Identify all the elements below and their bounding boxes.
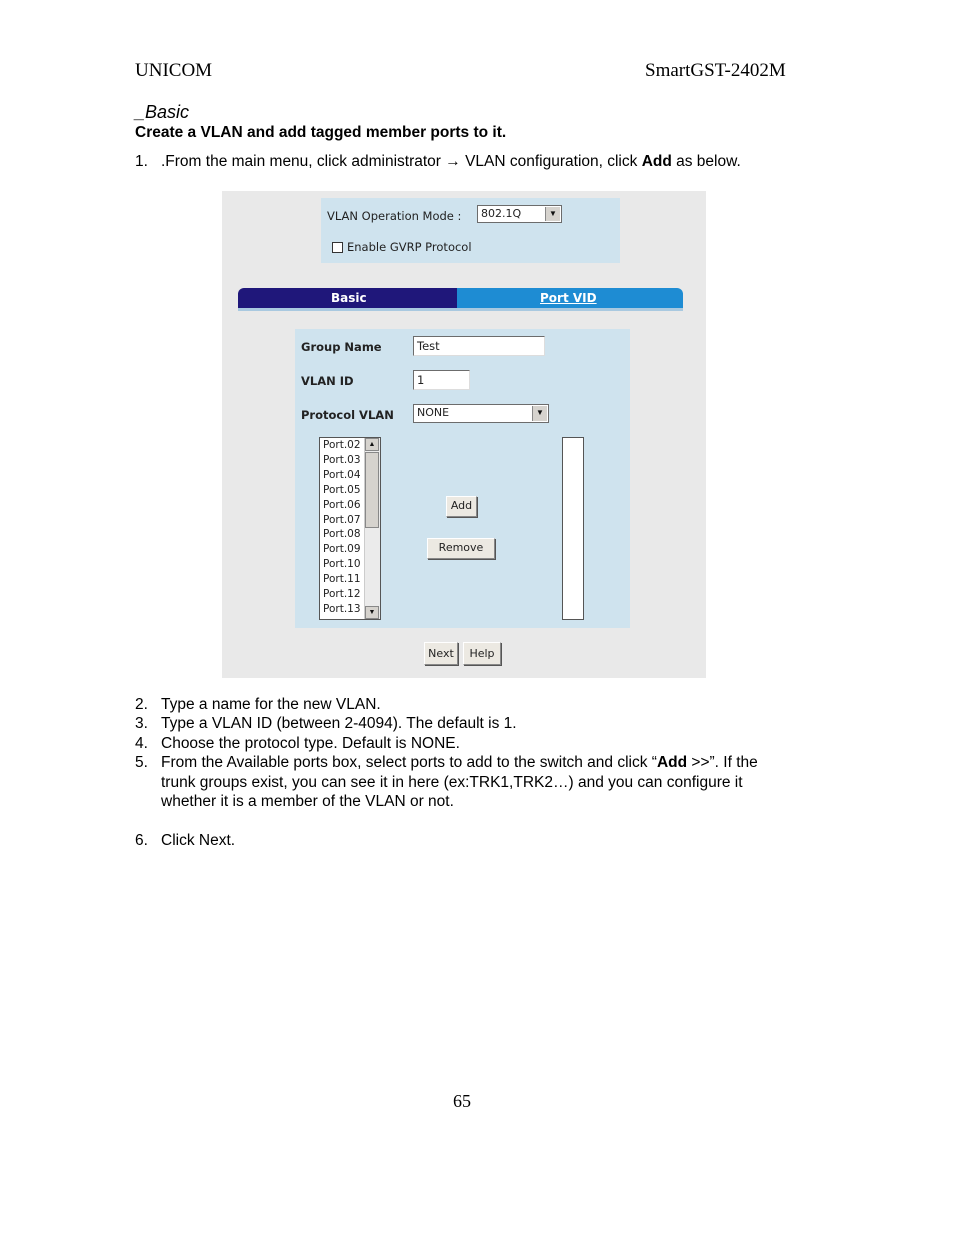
arrow-icon: → <box>445 153 461 170</box>
vlan-id-label: VLAN ID <box>301 374 354 388</box>
port-list-item[interactable]: Port.07 <box>323 513 361 526</box>
vlan-mode-select[interactable] <box>477 205 562 223</box>
next-button[interactable]: Next <box>424 642 458 665</box>
remove-button[interactable]: Remove <box>427 538 495 559</box>
step-bold-word: Add <box>656 754 688 771</box>
port-list-item[interactable]: Port.11 <box>323 573 361 586</box>
member-ports-list[interactable] <box>562 437 584 620</box>
step-5 <box>135 753 795 813</box>
tab-underline <box>238 308 683 311</box>
port-list-item[interactable]: Port.13 <box>323 602 361 615</box>
step-text-part: >>”. If the trunk groups exist, you can see it in here (ex:TRK1,TRK2…) and you can configure it whether it is a member of the VLAN or not. <box>161 754 758 810</box>
step-number: 2. <box>135 696 148 713</box>
step-text: Type a VLAN ID (between 2-4094). The default is 1. <box>161 715 517 732</box>
header-company: UNICOM <box>135 60 213 81</box>
group-name-label: Group Name <box>301 340 382 354</box>
vlan-id-input[interactable]: 1 <box>413 370 470 390</box>
step-number: 1. <box>135 153 148 170</box>
protocol-vlan-select[interactable] <box>413 404 549 423</box>
vlan-mode-label: VLAN Operation Mode : <box>327 209 462 223</box>
tab-port-vid-label: Port VID <box>540 291 597 305</box>
protocol-vlan-value: NONE <box>417 406 450 419</box>
vlan-config-screenshot <box>222 191 706 678</box>
step-bold-word: Add <box>641 153 672 170</box>
scroll-down-icon[interactable]: ▼ <box>365 606 379 619</box>
port-list-item[interactable]: Port.12 <box>323 588 361 601</box>
port-list-item[interactable]: Port.09 <box>323 543 361 556</box>
tab-port-vid[interactable] <box>457 288 683 310</box>
vlan-mode-value: 802.1Q <box>481 207 522 220</box>
section-title: _Basic <box>135 102 190 122</box>
vlan-mode-panel <box>321 198 620 263</box>
gvrp-label: Enable GVRP Protocol <box>347 240 472 254</box>
port-list-item[interactable]: Port.04 <box>323 468 361 481</box>
step-number: 3. <box>135 715 148 732</box>
protocol-vlan-label: Protocol VLAN <box>301 408 394 422</box>
step-number: 4. <box>135 735 148 752</box>
port-list-item[interactable]: Port.08 <box>323 528 361 541</box>
chevron-down-icon: ▼ <box>532 406 547 421</box>
ports-scrollbar[interactable] <box>364 438 380 619</box>
page-number: 65 <box>453 1091 471 1111</box>
step-text-part: as below. <box>671 153 741 170</box>
scroll-up-icon[interactable]: ▲ <box>365 438 379 451</box>
available-ports-list[interactable] <box>319 437 381 620</box>
port-list-item[interactable]: Port.02 <box>323 439 361 451</box>
port-list-item[interactable]: Port.10 <box>323 558 361 571</box>
tab-basic-label: Basic <box>331 291 367 305</box>
tab-basic[interactable] <box>238 288 466 310</box>
step-text <box>161 152 801 172</box>
chevron-down-icon: ▼ <box>545 207 560 221</box>
vlan-form-panel <box>295 329 630 628</box>
step-text: Choose the protocol type. Default is NONE. <box>161 735 460 752</box>
group-name-input[interactable]: Test <box>413 336 545 356</box>
step-text-part: VLAN configuration, click <box>460 153 642 170</box>
step-text-part: .From the main menu, click administrator <box>161 153 446 170</box>
port-list-item[interactable]: Port.06 <box>323 498 361 511</box>
step-text-part: From the Available ports box, select ports to add to the switch and click “ <box>161 754 657 771</box>
help-button[interactable]: Help <box>463 642 501 665</box>
section-subtitle: Create a VLAN and add tagged member ports to it. <box>135 124 507 141</box>
add-button[interactable]: Add <box>446 496 477 517</box>
step-text: Type a name for the new VLAN. <box>161 696 381 713</box>
port-list-item[interactable]: Port.03 <box>323 453 361 466</box>
step-text <box>161 753 789 812</box>
step-number: 6. <box>135 832 148 849</box>
header-product: SmartGST-2402M <box>645 60 786 81</box>
step-text: Click Next. <box>161 832 236 849</box>
gvrp-checkbox[interactable] <box>332 242 343 253</box>
port-list-item[interactable]: Port.05 <box>323 483 361 496</box>
scroll-thumb[interactable] <box>365 452 379 528</box>
step-number: 5. <box>135 754 148 771</box>
